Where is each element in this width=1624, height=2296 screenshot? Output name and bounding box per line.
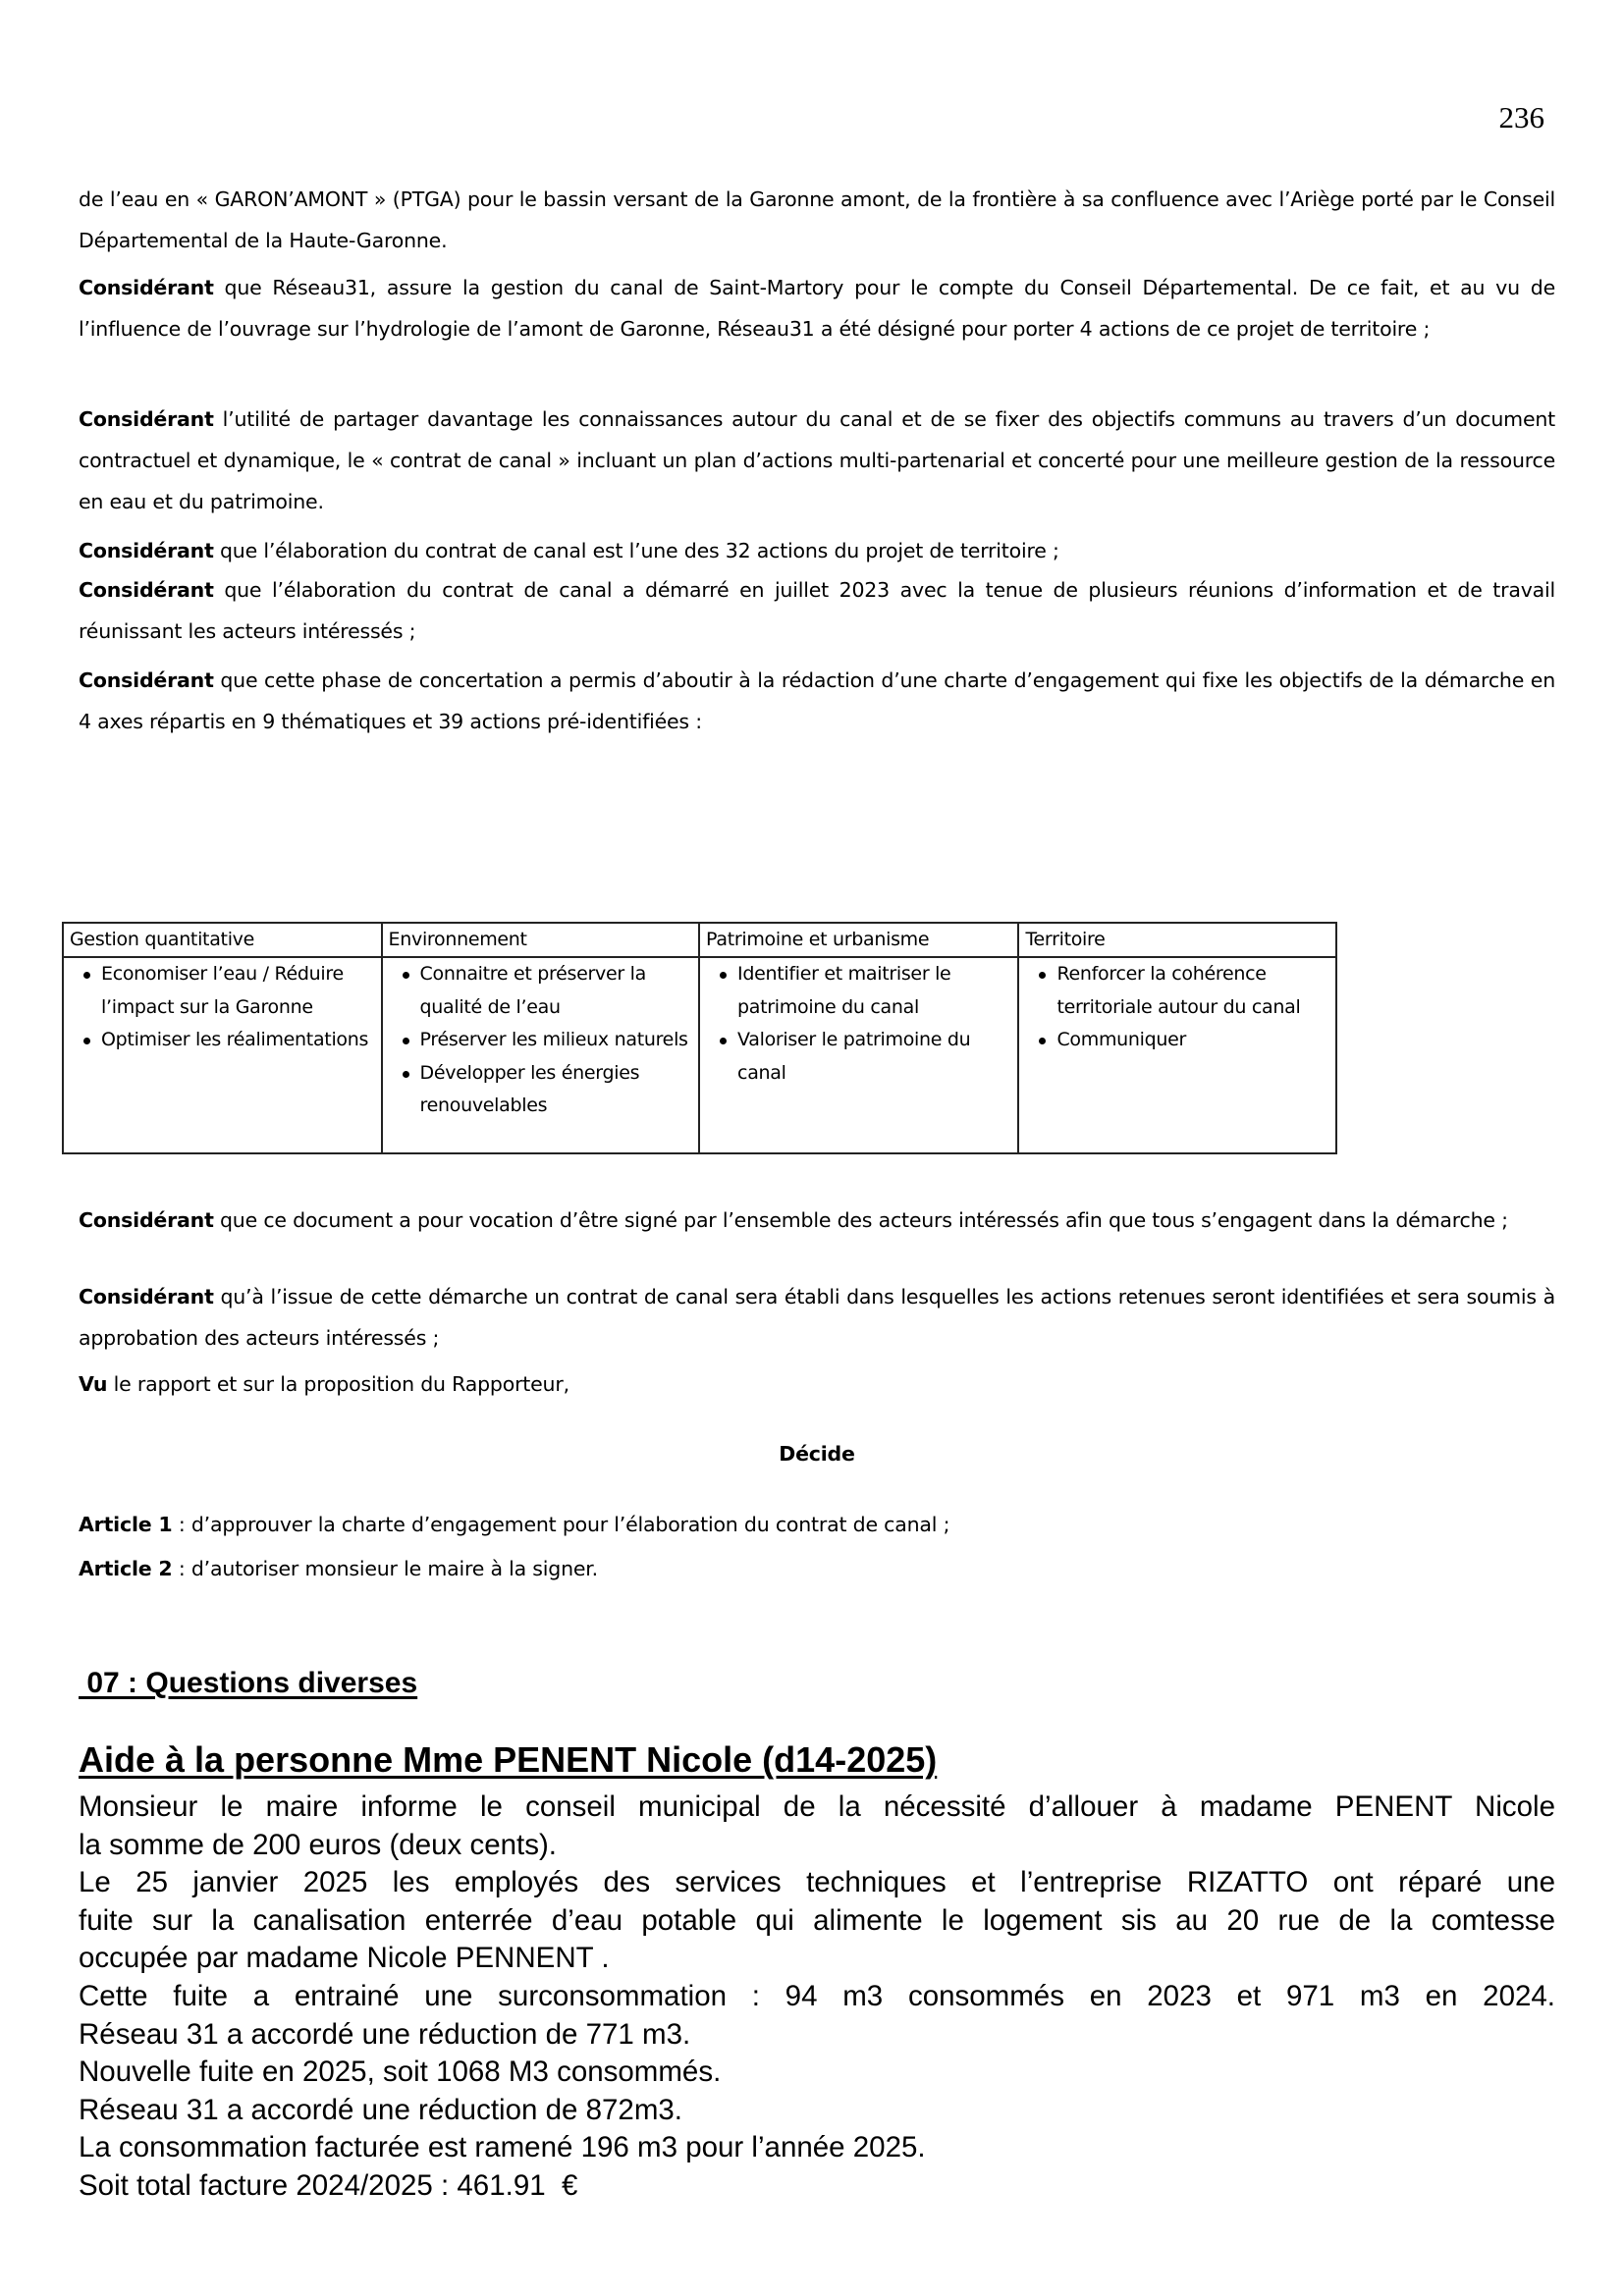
- paragraph-text: que cette phase de concertation a permis d’aboutir à la rédaction d’une charte d’engagement qui fixe les objectifs de la démarche en 4 axes répartis en 9 thématiques et 39 actions pré-identifiées :: [79, 668, 1555, 733]
- body-line: Cette fuite a entrainé une surconsommation : 94 m3 consommés en 2023 et 971 m3 en 2024.: [79, 1979, 1555, 2012]
- list-item: Identifier et maitriser le patrimoine du canal: [718, 958, 1011, 1024]
- article-1: [79, 1504, 1555, 1545]
- paragraph-text: de l’eau en « GARON’AMONT » (PTGA) pour le bassin versant de la Garonne amont, de la frontière à sa confluence avec l’Ariège porté par le Conseil Départemental de la Haute-Garonne.: [79, 187, 1555, 252]
- table-header-gestion-quantitative: Gestion quantitative: [63, 923, 382, 957]
- body-line: la somme de 200 euros (deux cents).: [79, 1828, 557, 1861]
- list-item: Economiser l’eau / Réduire l’impact sur la Garonne: [81, 958, 375, 1024]
- list-item: Optimiser les réalimentations: [81, 1024, 375, 1057]
- body-line: Réseau 31 a accordé une réduction de 771 m3.: [79, 2017, 691, 2051]
- body-line: fuite sur la canalisation enterrée d’eau potable qui alimente le logement sis au 20 rue de la comtesse: [79, 1903, 1555, 1937]
- body-line: Monsieur le maire informe le conseil municipal de la nécessité d’allouer à madame PENENT Nicole: [79, 1790, 1555, 1823]
- paragraph-lead: Considérant: [79, 407, 214, 431]
- list-item: Préserver les milieux naturels: [401, 1024, 693, 1057]
- body-line: La consommation facturée est ramené 196 m3 pour l’année 2025.: [79, 2131, 926, 2164]
- table-header-patrimoine-urbanisme: Patrimoine et urbanisme: [699, 923, 1018, 957]
- article-2: [79, 1548, 1555, 1589]
- paragraph-considerant-utilite: [79, 399, 1555, 522]
- paragraph-lead: Considérant: [79, 668, 214, 692]
- charter-table: [62, 922, 1337, 1154]
- aide-personne-body: [79, 1789, 1555, 2206]
- table-row: [63, 957, 1336, 1153]
- body-line: Soit total facture 2024/2025 : 461.91 €: [79, 2168, 578, 2202]
- table-cell-gestion-quantitative: [63, 957, 382, 1153]
- paragraph-text: le rapport et sur la proposition du Rapporteur,: [107, 1372, 569, 1396]
- paragraph-text: que l’élaboration du contrat de canal a démarré en juillet 2023 avec la tenue de plusieurs réunions d’information et de travail réunissant les acteurs intéressés ;: [79, 578, 1555, 643]
- body-line: occupée par madame Nicole PENNENT .: [79, 1942, 610, 1975]
- paragraph-ptga: [79, 179, 1555, 261]
- section-heading-questions-diverses: 07 : Questions diverses: [79, 1667, 418, 1699]
- paragraph-text: que l’élaboration du contrat de canal est l’une des 32 actions du projet de territoire ;: [213, 539, 1059, 562]
- table-cell-territoire: [1018, 957, 1336, 1153]
- paragraph-considerant-32-actions: [79, 530, 1555, 571]
- paragraph-lead: Vu: [79, 1372, 108, 1396]
- body-line: Réseau 31 a accordé une réduction de 872m3.: [79, 2093, 683, 2126]
- paragraph-lead: Considérant: [79, 1285, 214, 1308]
- list-item: Valoriser le patrimoine du canal: [718, 1024, 1011, 1090]
- table-header-territoire: Territoire: [1018, 923, 1336, 957]
- article-text: : d’approuver la charte d’engagement pour l’élaboration du contrat de canal ;: [172, 1513, 950, 1536]
- bullet-list: [1025, 958, 1329, 1057]
- decide-heading: [79, 1433, 1555, 1474]
- page-number: 236: [1498, 100, 1544, 134]
- paragraph-text: l’utilité de partager davantage les connaissances autour du canal et de se fixer des objectifs communs au travers d’un document contractuel et dynamique, le « contrat de canal » incluant un plan d’actions multi-partenarial et concerté pour une meilleure gestion de la ressource en eau et du patrimoine.: [79, 407, 1555, 513]
- subsection-heading-aide-personne: Aide à la personne Mme PENENT Nicole (d14-2025): [79, 1739, 938, 1780]
- bullet-list: [706, 958, 1011, 1090]
- table-header-row: [63, 923, 1336, 957]
- paragraph-lead: Considérant: [79, 578, 214, 602]
- paragraph-text: que Réseau31, assure la gestion du canal de Saint-Martory pour le compte du Conseil Départemental. De ce fait, et au vu de l’influence de l’ouvrage sur l’hydrologie de l’amont de Garonne, Réseau31 a été désigné pour porter 4 actions de ce projet de territoire ;: [79, 276, 1555, 341]
- paragraph-considerant-reseau31: [79, 267, 1555, 349]
- paragraph-considerant-signature: [79, 1201, 1555, 1240]
- list-item: Communiquer: [1037, 1024, 1329, 1057]
- table-header-environnement: Environnement: [382, 923, 700, 957]
- paragraph-considerant-juillet-2023: [79, 569, 1555, 652]
- bullet-list: [389, 958, 693, 1123]
- paragraph-lead: Considérant: [79, 276, 214, 299]
- article-text: : d’autoriser monsieur le maire à la signer.: [172, 1557, 598, 1580]
- paragraph-considerant-contrat: [79, 1276, 1555, 1359]
- paragraph-text: qu’à l’issue de cette démarche un contrat de canal sera établi dans lesquelles les actions retenues seront identifiées et sera soumis à approbation des acteurs intéressés ;: [79, 1285, 1555, 1350]
- table-cell-environnement: [382, 957, 700, 1153]
- list-item: Connaitre et préserver la qualité de l’eau: [401, 958, 693, 1024]
- paragraph-text: que ce document a pour vocation d’être signé par l’ensemble des acteurs intéressés afin que tous s’engagent dans la démarche ;: [213, 1208, 1508, 1232]
- bullet-list: [70, 958, 375, 1057]
- paragraph-vu-rapport: [79, 1363, 1555, 1405]
- table-cell-patrimoine-urbanisme: [699, 957, 1018, 1153]
- paragraph-lead: Considérant: [79, 1208, 214, 1232]
- article-lead: Article 2: [79, 1557, 173, 1580]
- paragraph-considerant-concertation: [79, 660, 1555, 742]
- list-item: Renforcer la cohérence territoriale autour du canal: [1037, 958, 1329, 1024]
- decide-label: Décide: [779, 1442, 855, 1466]
- body-line: Le 25 janvier 2025 les employés des services techniques et l’entreprise RIZATTO ont réparé une: [79, 1866, 1555, 1899]
- paragraph-lead: Considérant: [79, 539, 214, 562]
- article-lead: Article 1: [79, 1513, 173, 1536]
- body-line: Nouvelle fuite en 2025, soit 1068 M3 consommés.: [79, 2056, 722, 2089]
- list-item: Développer les énergies renouvelables: [401, 1057, 693, 1123]
